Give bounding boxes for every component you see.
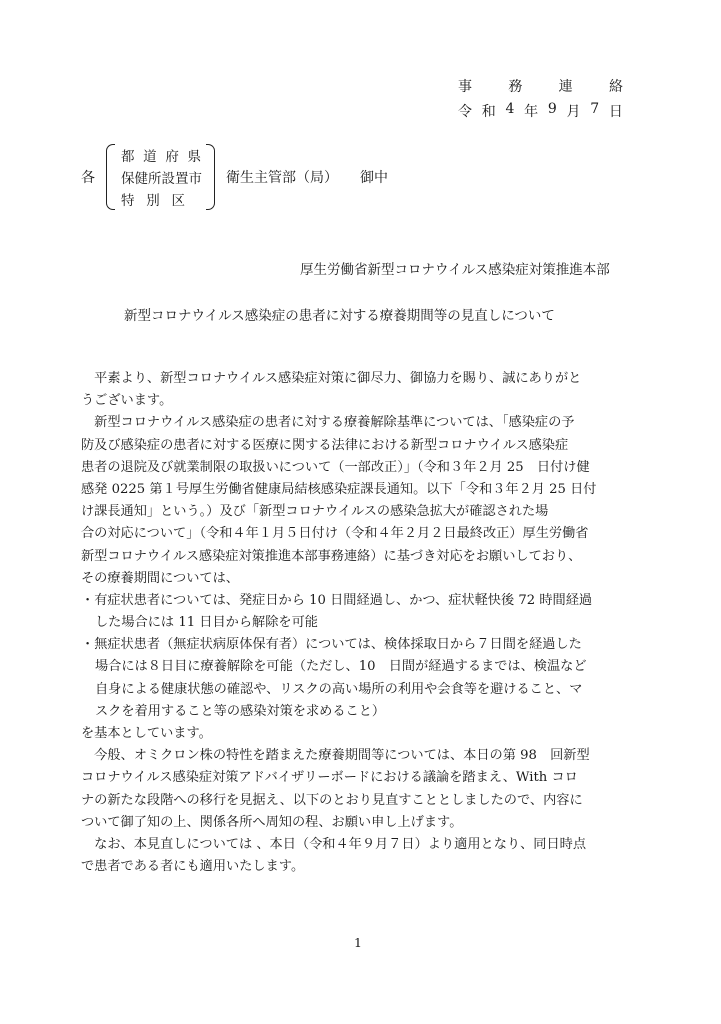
body-line: その療養期間については、 bbox=[81, 570, 239, 586]
body-line: 今般、オミクロン株の特性を踏まえた療養期間等については、本日の第 98 回新型 bbox=[81, 748, 590, 764]
date-char: 9 bbox=[547, 101, 557, 117]
addressee-honorific: 御中 bbox=[360, 170, 388, 186]
addressee-char: 府 bbox=[165, 149, 179, 165]
bullet-continuation: した場合には 11 日目から解除を可能 bbox=[95, 615, 318, 631]
body-line: で患者である者にも適用いたします。 bbox=[81, 859, 305, 875]
addressee-char: 道 bbox=[143, 149, 157, 165]
bullet-marker: ・ bbox=[81, 592, 95, 608]
addressee-prefix: 各 bbox=[81, 170, 95, 186]
bullet-continuation: 自身による健康状態の確認や、リスクの高い場所の利用や会食等を避けること、マ bbox=[95, 681, 583, 697]
addressee-char: 区 bbox=[171, 193, 185, 209]
notice-type-char: 事 bbox=[458, 79, 472, 95]
document-body bbox=[81, 368, 641, 878]
date-char: 日 bbox=[608, 104, 623, 120]
addressee-char: 県 bbox=[187, 149, 201, 165]
body-line: け課長通知」という。）及び「新型コロナウイルスの感染急拡大が確認された場 bbox=[81, 504, 549, 520]
date-char: 7 bbox=[590, 101, 600, 117]
body-line: 合の対応について」（令和４年１月５日付け（令和４年２月２日最終改正）厚生労働省 bbox=[81, 526, 589, 542]
notice-type-char: 務 bbox=[508, 79, 523, 95]
body-line: なお、本見直しについては 、本日（令和４年９月７日）より適用となり、同日時点 bbox=[81, 836, 587, 852]
addressee-health-center-cities: 保健所設置市 bbox=[121, 171, 202, 187]
body-line: うございます。 bbox=[81, 393, 173, 409]
body-line: 防及び感染症の患者に対する医療に関する法律における新型コロナウイルス感染症 bbox=[81, 437, 569, 453]
date-char: 令 bbox=[458, 104, 472, 120]
body-line: を基本としています。 bbox=[81, 726, 212, 741]
left-bracket bbox=[106, 144, 115, 210]
date-char: 月 bbox=[566, 104, 581, 120]
bullet-marker: ・ bbox=[81, 637, 95, 653]
body-line: 感発 0225 第１号厚生労働省健康局結核感染症課長通知。以下「令和３年２月 25 日付 bbox=[81, 481, 597, 497]
notice-type-char: 絡 bbox=[608, 79, 623, 95]
addressee-char: 都 bbox=[121, 149, 135, 165]
addressee-department: 衛生主管部（局） bbox=[226, 170, 338, 186]
addressee-char: 別 bbox=[146, 193, 160, 209]
body-line: 新型コロナウイルス感染症の患者に対する療養解除基準については、「感染症の予 bbox=[81, 415, 575, 431]
issue-date bbox=[458, 101, 623, 121]
date-char: 4 bbox=[505, 101, 515, 117]
bullet-line: 無症状患者（無症状病原体保有者）については、検体採取日から７日間を経過した bbox=[94, 637, 582, 653]
addressee-char: 特 bbox=[121, 193, 135, 209]
body-line: 新型コロナウイルス感染症対策推進本部事務連絡）に基づき対応をお願いしており、 bbox=[81, 548, 582, 564]
page-number: 1 bbox=[354, 935, 362, 950]
body-line: コロナウイルス感染症対策アドバイザリーボードにおける議論を踏まえ、With コロ bbox=[81, 770, 578, 786]
date-char: 和 bbox=[481, 104, 496, 120]
date-char: 年 bbox=[524, 104, 539, 120]
bullet-continuation: スクを着用すること等の感染対策を求めること） bbox=[95, 703, 386, 719]
bullet-item-asymptomatic bbox=[81, 634, 641, 656]
notice-type bbox=[458, 76, 623, 96]
bullet-item-symptomatic bbox=[81, 590, 641, 612]
bullet-line: 有症状患者については、発症日から 10 日間経過し、かつ、症状軽快後 72 時間経過 bbox=[94, 592, 593, 608]
body-line: ナの新たな段階への移行を見据え、以下のとおり見直すこととしましたので、内容に bbox=[81, 792, 583, 808]
body-line: 患者の退院及び就業制限の取扱いについて（一部改正）」（令和３年２月 25 日付け健 bbox=[81, 459, 590, 475]
body-line: 平素より、新型コロナウイルス感染症対策に御尽力、御協力を賜り、誠にありがと bbox=[81, 371, 582, 386]
sender-name: 厚生労働省新型コロナウイルス感染症対策推進本部 bbox=[300, 262, 610, 278]
addressee-special-wards bbox=[121, 189, 185, 209]
document-title: 新型コロナウイルス感染症の患者に対する療養期間等の見直しについて bbox=[124, 308, 555, 324]
notice-type-char: 連 bbox=[558, 79, 573, 95]
addressee-prefectures bbox=[121, 145, 201, 165]
body-line: ついて御了知の上、関係各所へ周知の程、お願い申し上げます。 bbox=[81, 814, 463, 830]
bullet-continuation: 場合には８日目に療養解除を可能（ただし、10 日間が経過するまでは、検温など bbox=[95, 659, 587, 675]
right-bracket bbox=[206, 144, 215, 210]
